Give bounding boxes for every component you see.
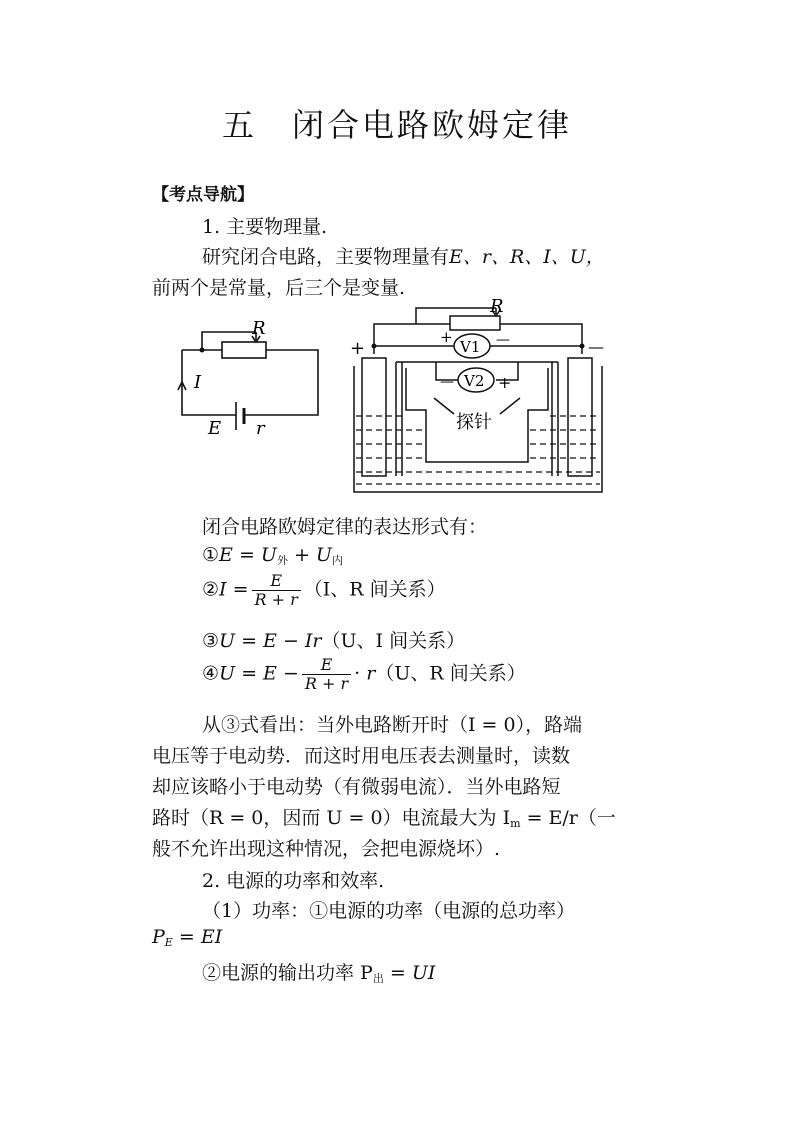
f3-expr: U = E − Ir xyxy=(219,630,322,652)
para2-l4-text: 路时（R = 0，因而 U = 0）电流最大为 I xyxy=(152,807,511,829)
para1-text: 研究闭合电路，主要物理量有 xyxy=(202,246,450,268)
right-r-label: R xyxy=(490,296,504,317)
item2-heading: 2. 电源的功率和效率. xyxy=(202,870,385,892)
f4-lhs: U = E − xyxy=(219,662,299,685)
item1-heading: 1. 主要物理量. xyxy=(202,216,328,238)
para2-l4-tail: = E/r（一 xyxy=(520,807,616,829)
v2-minus: — xyxy=(440,374,454,390)
simple-circuit-diagram xyxy=(170,310,330,450)
f1-num: ① xyxy=(202,544,220,566)
f2-denominator: R + r xyxy=(254,590,298,609)
formula-4 xyxy=(202,656,526,693)
f1-lhs: E = U xyxy=(219,544,277,566)
para2-line1: 从③式看出：当外电路断开时（I = 0），路端 xyxy=(202,714,583,736)
para2-line5: 般不允许出现这种情况，会把电源烧坏）. xyxy=(152,838,501,860)
para1-line2: 前两个是常量，后三个是变量. xyxy=(152,277,406,299)
v2-label: V2 xyxy=(464,372,485,390)
f2-lhs: I = xyxy=(219,578,249,601)
left-rinternal-label: r xyxy=(256,418,265,439)
section-header: 【考点导航】 xyxy=(152,185,254,205)
f2-num: ② xyxy=(202,578,220,601)
f3-num: ③ xyxy=(202,630,220,652)
right-minus-terminal: — xyxy=(588,337,604,356)
v1-label: V1 xyxy=(460,338,481,356)
left-i-label: I xyxy=(194,372,202,393)
f4-fraction xyxy=(302,656,351,693)
power-out-sub: 出 xyxy=(372,972,384,985)
para2-line4 xyxy=(152,803,616,830)
para1-vars: E、r、R、I、U， xyxy=(449,246,605,268)
formula-3 xyxy=(202,626,465,653)
formula-2 xyxy=(202,572,446,609)
power-line2 xyxy=(152,926,222,949)
formula-1 xyxy=(202,544,343,568)
page-title: 五 闭合电路欧姆定律 xyxy=(221,106,572,144)
probe-label: 探针 xyxy=(456,412,492,433)
f2-note: （I、R 间关系） xyxy=(303,578,446,601)
power-out-tail: = UI xyxy=(383,962,436,984)
power-out-prefix: ②电源的输出功率 P xyxy=(202,962,373,984)
f4-note: （U、R 间关系） xyxy=(375,662,526,685)
left-e-label: E xyxy=(208,418,222,439)
forms-intro: 闭合电路欧姆定律的表达形式有： xyxy=(202,516,488,538)
right-plus-terminal: + xyxy=(350,338,366,359)
f4-denominator: R + r xyxy=(304,674,349,693)
f2-numerator: E xyxy=(252,572,301,591)
left-r-label: R xyxy=(252,318,266,339)
power-line1: （1）功率：①电源的功率（电源的总功率） xyxy=(202,900,576,922)
para2-line2: 电压等于电动势．而这时用电压表去测量时，读数 xyxy=(152,745,571,767)
v2-plus: + xyxy=(498,373,512,392)
v1-plus: + xyxy=(440,328,453,346)
f1-mid: + U xyxy=(287,544,332,566)
para2-line3: 却应该略小于电动势（有微弱电流）．当外电路短 xyxy=(152,776,561,798)
para2-l4-sub: m xyxy=(510,817,521,830)
f4-tail: · r xyxy=(354,662,376,685)
f4-num: ④ xyxy=(202,662,220,685)
power-pe-tail: = EI xyxy=(172,926,223,948)
f3-note: （U、I 间关系） xyxy=(321,630,466,652)
power-pe: P xyxy=(152,926,165,948)
f1-sub1: 外 xyxy=(276,554,288,567)
para1-line1 xyxy=(202,242,605,269)
power-pe-sub: E xyxy=(164,936,173,949)
f4-numerator: E xyxy=(302,656,351,675)
v1-minus: — xyxy=(496,332,510,348)
power-line3 xyxy=(202,958,435,986)
f1-sub2: 内 xyxy=(331,554,343,567)
f2-fraction xyxy=(252,572,301,609)
electrolyte-probe-diagram xyxy=(346,296,616,502)
